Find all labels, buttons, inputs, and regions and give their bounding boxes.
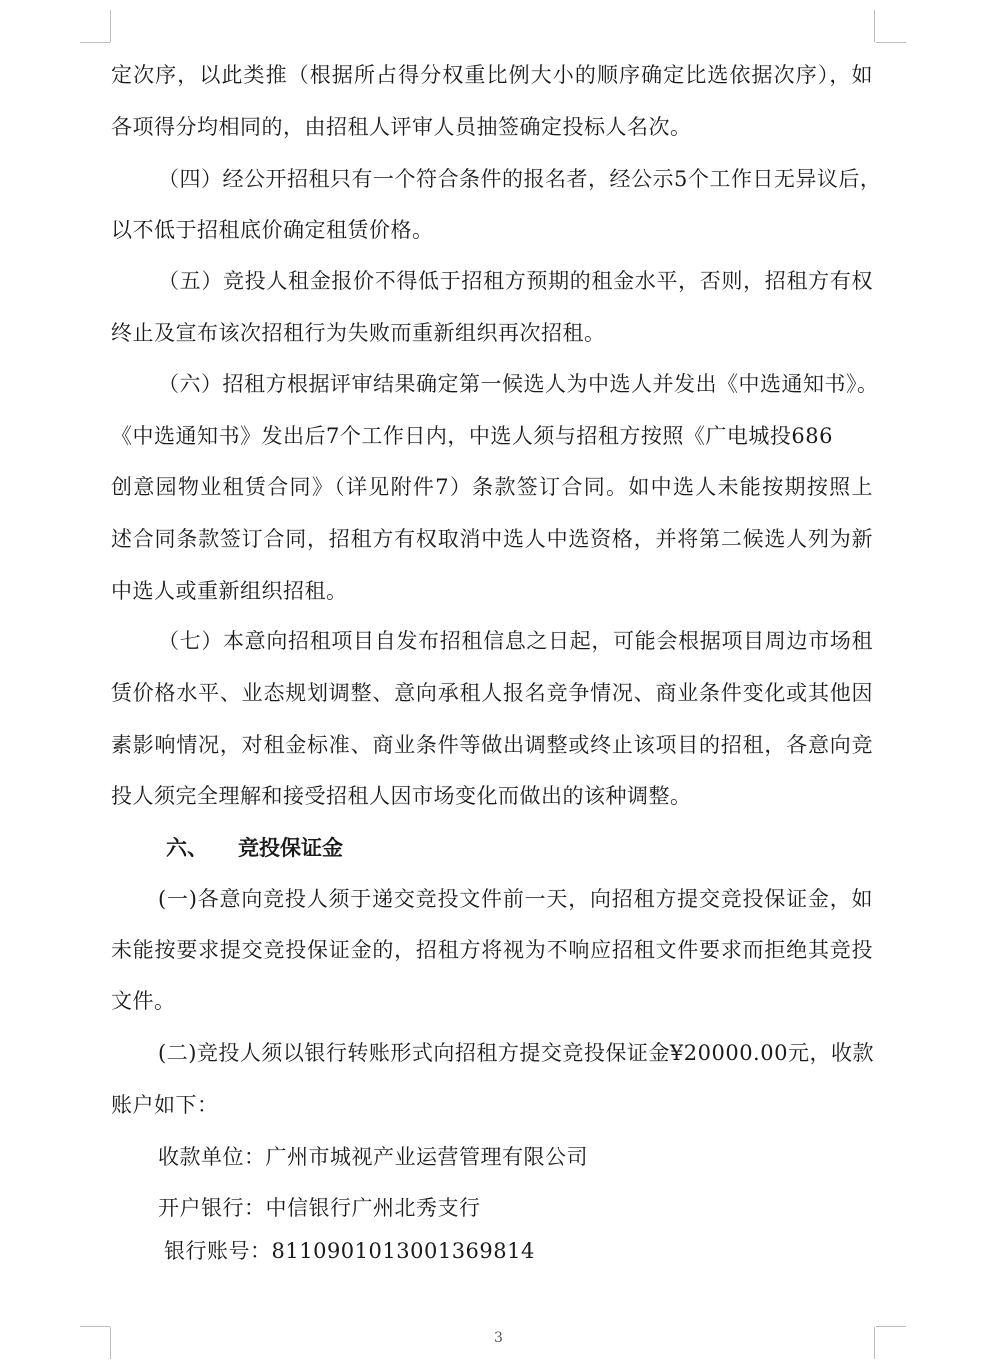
section-number: 六、	[166, 836, 208, 860]
text-line: （六）招租方根据评审结果确定第一候选人为中选人并发出《中选通知书》。	[158, 372, 879, 396]
text-line: （七）本意向招租项目自发布招租信息之日起，可能会根据项目周边市场租	[158, 629, 873, 653]
bank-line: 开户银行：中信银行广州北秀支行	[158, 1196, 481, 1220]
text-line: （五）竞投人租金报价不得低于招租方预期的租金水平，否则，招租方有权	[158, 269, 873, 293]
crop-mark-top-right-h	[876, 42, 906, 43]
text-line: 账户如下：	[111, 1093, 219, 1117]
payee-line: 收款单位：广州市城视产业运营管理有限公司	[158, 1145, 588, 1169]
crop-mark-top-left-v	[110, 10, 111, 42]
text-line: 定次序，以此类推（根据所占得分权重比例大小的顺序确定比选依据次序），如	[111, 63, 873, 87]
crop-mark-bottom-left-h	[80, 1326, 110, 1327]
text-line: 以不低于招租底价确定租赁价格。	[111, 218, 434, 242]
section-heading	[166, 833, 343, 863]
text-line: 创意园物业租赁合同》（详见附件7）条款签订合同。如中选人未能按期按照上	[111, 475, 873, 499]
section-title: 竞投保证金	[238, 836, 343, 860]
text-line: 投人须完全理解和接受招租人因市场变化而做出的该种调整。	[111, 784, 692, 808]
text-line: 《中选通知书》发出后7个工作日内，中选人须与招租方按照《广电城投686	[111, 424, 833, 448]
text-line: 未能按要求提交竞投保证金的，招租方将视为不响应招租文件要求而拒绝其竞投	[111, 938, 873, 962]
text-line: (二)竞投人须以银行转账形式向招租方提交竞投保证金¥20000.00元，收款	[158, 1041, 874, 1065]
text-line: (一)各意向竞投人须于递交竞投文件前一天，向招租方提交竞投保证金，如	[158, 887, 873, 911]
text-line: 文件。	[111, 989, 176, 1013]
account-line: 银行账号：8110901013001369814	[164, 1239, 535, 1263]
text-line: 述合同条款签订合同，招租方有权取消中选人中选资格，并将第二候选人列为新	[111, 527, 873, 551]
text-line: 各项得分均相同的，由招租人评审人员抽签确定投标人名次。	[111, 115, 692, 139]
page-number: 3	[494, 1330, 503, 1346]
crop-mark-top-left-h	[80, 42, 110, 43]
crop-mark-top-right-v	[874, 10, 875, 42]
text-line: 中选人或重新组织招租。	[111, 579, 348, 603]
text-line: 素影响情况，对租金标准、商业条件等做出调整或终止该项目的招租，各意向竞	[111, 733, 873, 757]
text-line: 赁价格水平、业态规划调整、意向承租人报名竞争情况、商业条件变化或其他因	[111, 681, 873, 705]
text-line: （四）经公开招租只有一个符合条件的报名者，经公示5个工作日无异议后，	[158, 167, 882, 191]
crop-mark-bottom-right-h	[876, 1326, 906, 1327]
text-line: 终止及宣布该次招租行为失败而重新组织再次招租。	[111, 321, 606, 345]
